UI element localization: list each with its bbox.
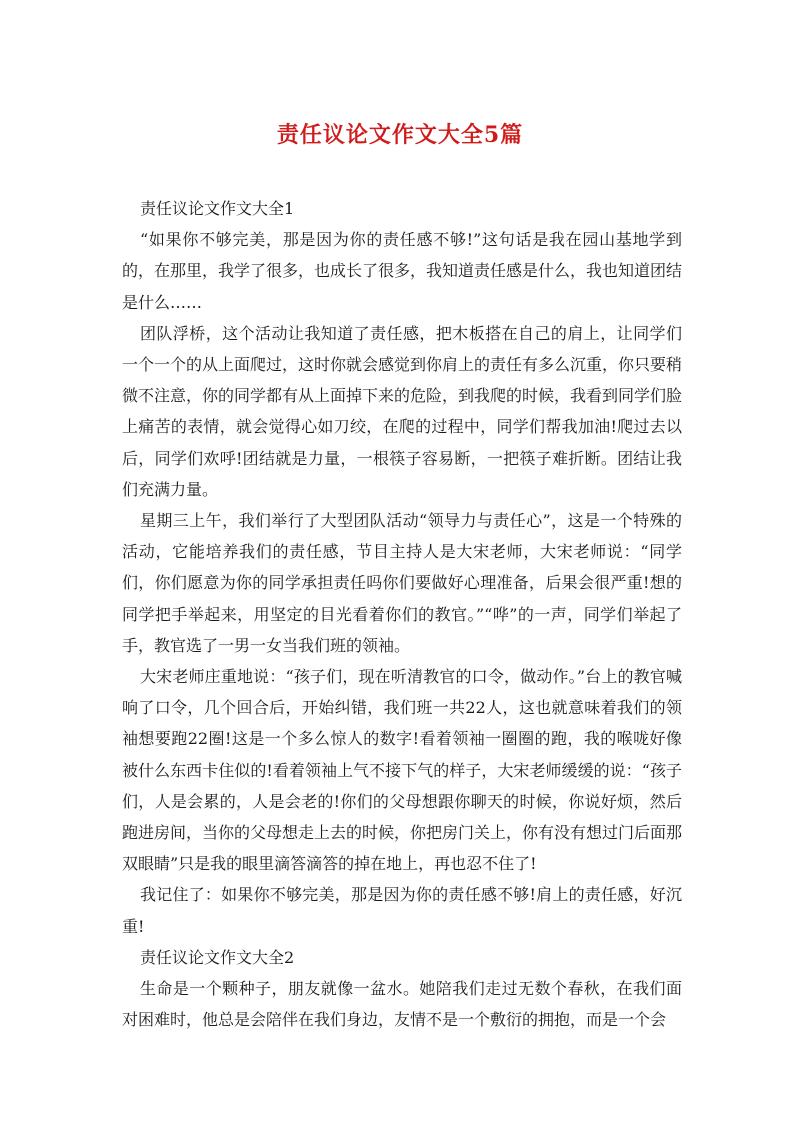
section-heading: 责任议论文作文大全1 xyxy=(140,199,295,218)
section xyxy=(122,942,682,1036)
document-body xyxy=(122,193,682,1035)
paragraph: “如果你不够完美，那是因为你的责任感不够!”这句话是我在园山基地学到的，在那里，我学了很多，也成长了很多，我知道责任感是什么，我也知道团结是什么…… xyxy=(122,230,683,312)
paragraph: 星期三上午，我们举行了大型团队活动“领导力与责任心”，这是一个特殊的活动，它能培养我们的责任感，节目主持人是大宋老师，大宋老师说：“同学们，你们愿意为你的同学承担责任吗你们要做好心理准备，后果会很严重!想的同学把手举起来，用坚定的目光看着你们的教官。”“哗”的一声，同学们举起了手，教官选了一男一女当我们班的领袖。 xyxy=(122,511,682,655)
paragraph: 大宋老师庄重地说：“孩子们，现在听清教官的口令，做动作。”台上的教官喊响了口令，几个回合后，开始纠错，我们班一共22人，这也就意味着我们的领袖想要跑22圈!这是一个多么惊人的数字!看着领袖一圈圈的跑，我的喉咙好像被什么东西卡住似的!看着领袖上气不接下气的样子，大宋老师缓缓的说：“孩子们，人是会累的，人是会老的!你们的父母想跟你聊天的时候，你说好烦，然后跑进房间，当你的父母想走上去的时候，你把房门关上，你有没有想过门后面那双眼睛”只是我的眼里滴答滴答的掉在地上，再也忍不住了! xyxy=(122,667,683,874)
section xyxy=(122,193,682,942)
paragraph: 生命是一个颗种子，朋友就像一盆水。她陪我们走过无数个春秋，在我们面对困难时，他总是会陪伴在我们身边，友情不是一个敷衍的拥抱，而是一个会 xyxy=(122,979,682,1030)
paragraph: 我记住了：如果你不够完美，那是因为你的责任感不够!肩上的责任感，好沉重! xyxy=(122,885,682,936)
document-title: 责任议论文作文大全5篇 xyxy=(276,122,524,148)
paragraph: 团队浮桥，这个活动让我知道了责任感，把木板搭在自己的肩上，让同学们一个一个的从上面爬过，这时你就会感觉到你肩上的责任有多么沉重，你只要稍微不注意，你的同学都有从上面掉下来的危险，到我爬的时候，我看到同学们脸上痛苦的表情，就会觉得心如刀绞，在爬的过程中，同学们帮我加油!爬过去以后，同学们欢呼!团结就是力量，一根筷子容易断，一把筷子难折断。团结让我们充满力量。 xyxy=(122,323,683,499)
section-heading: 责任议论文作文大全2 xyxy=(140,947,295,967)
